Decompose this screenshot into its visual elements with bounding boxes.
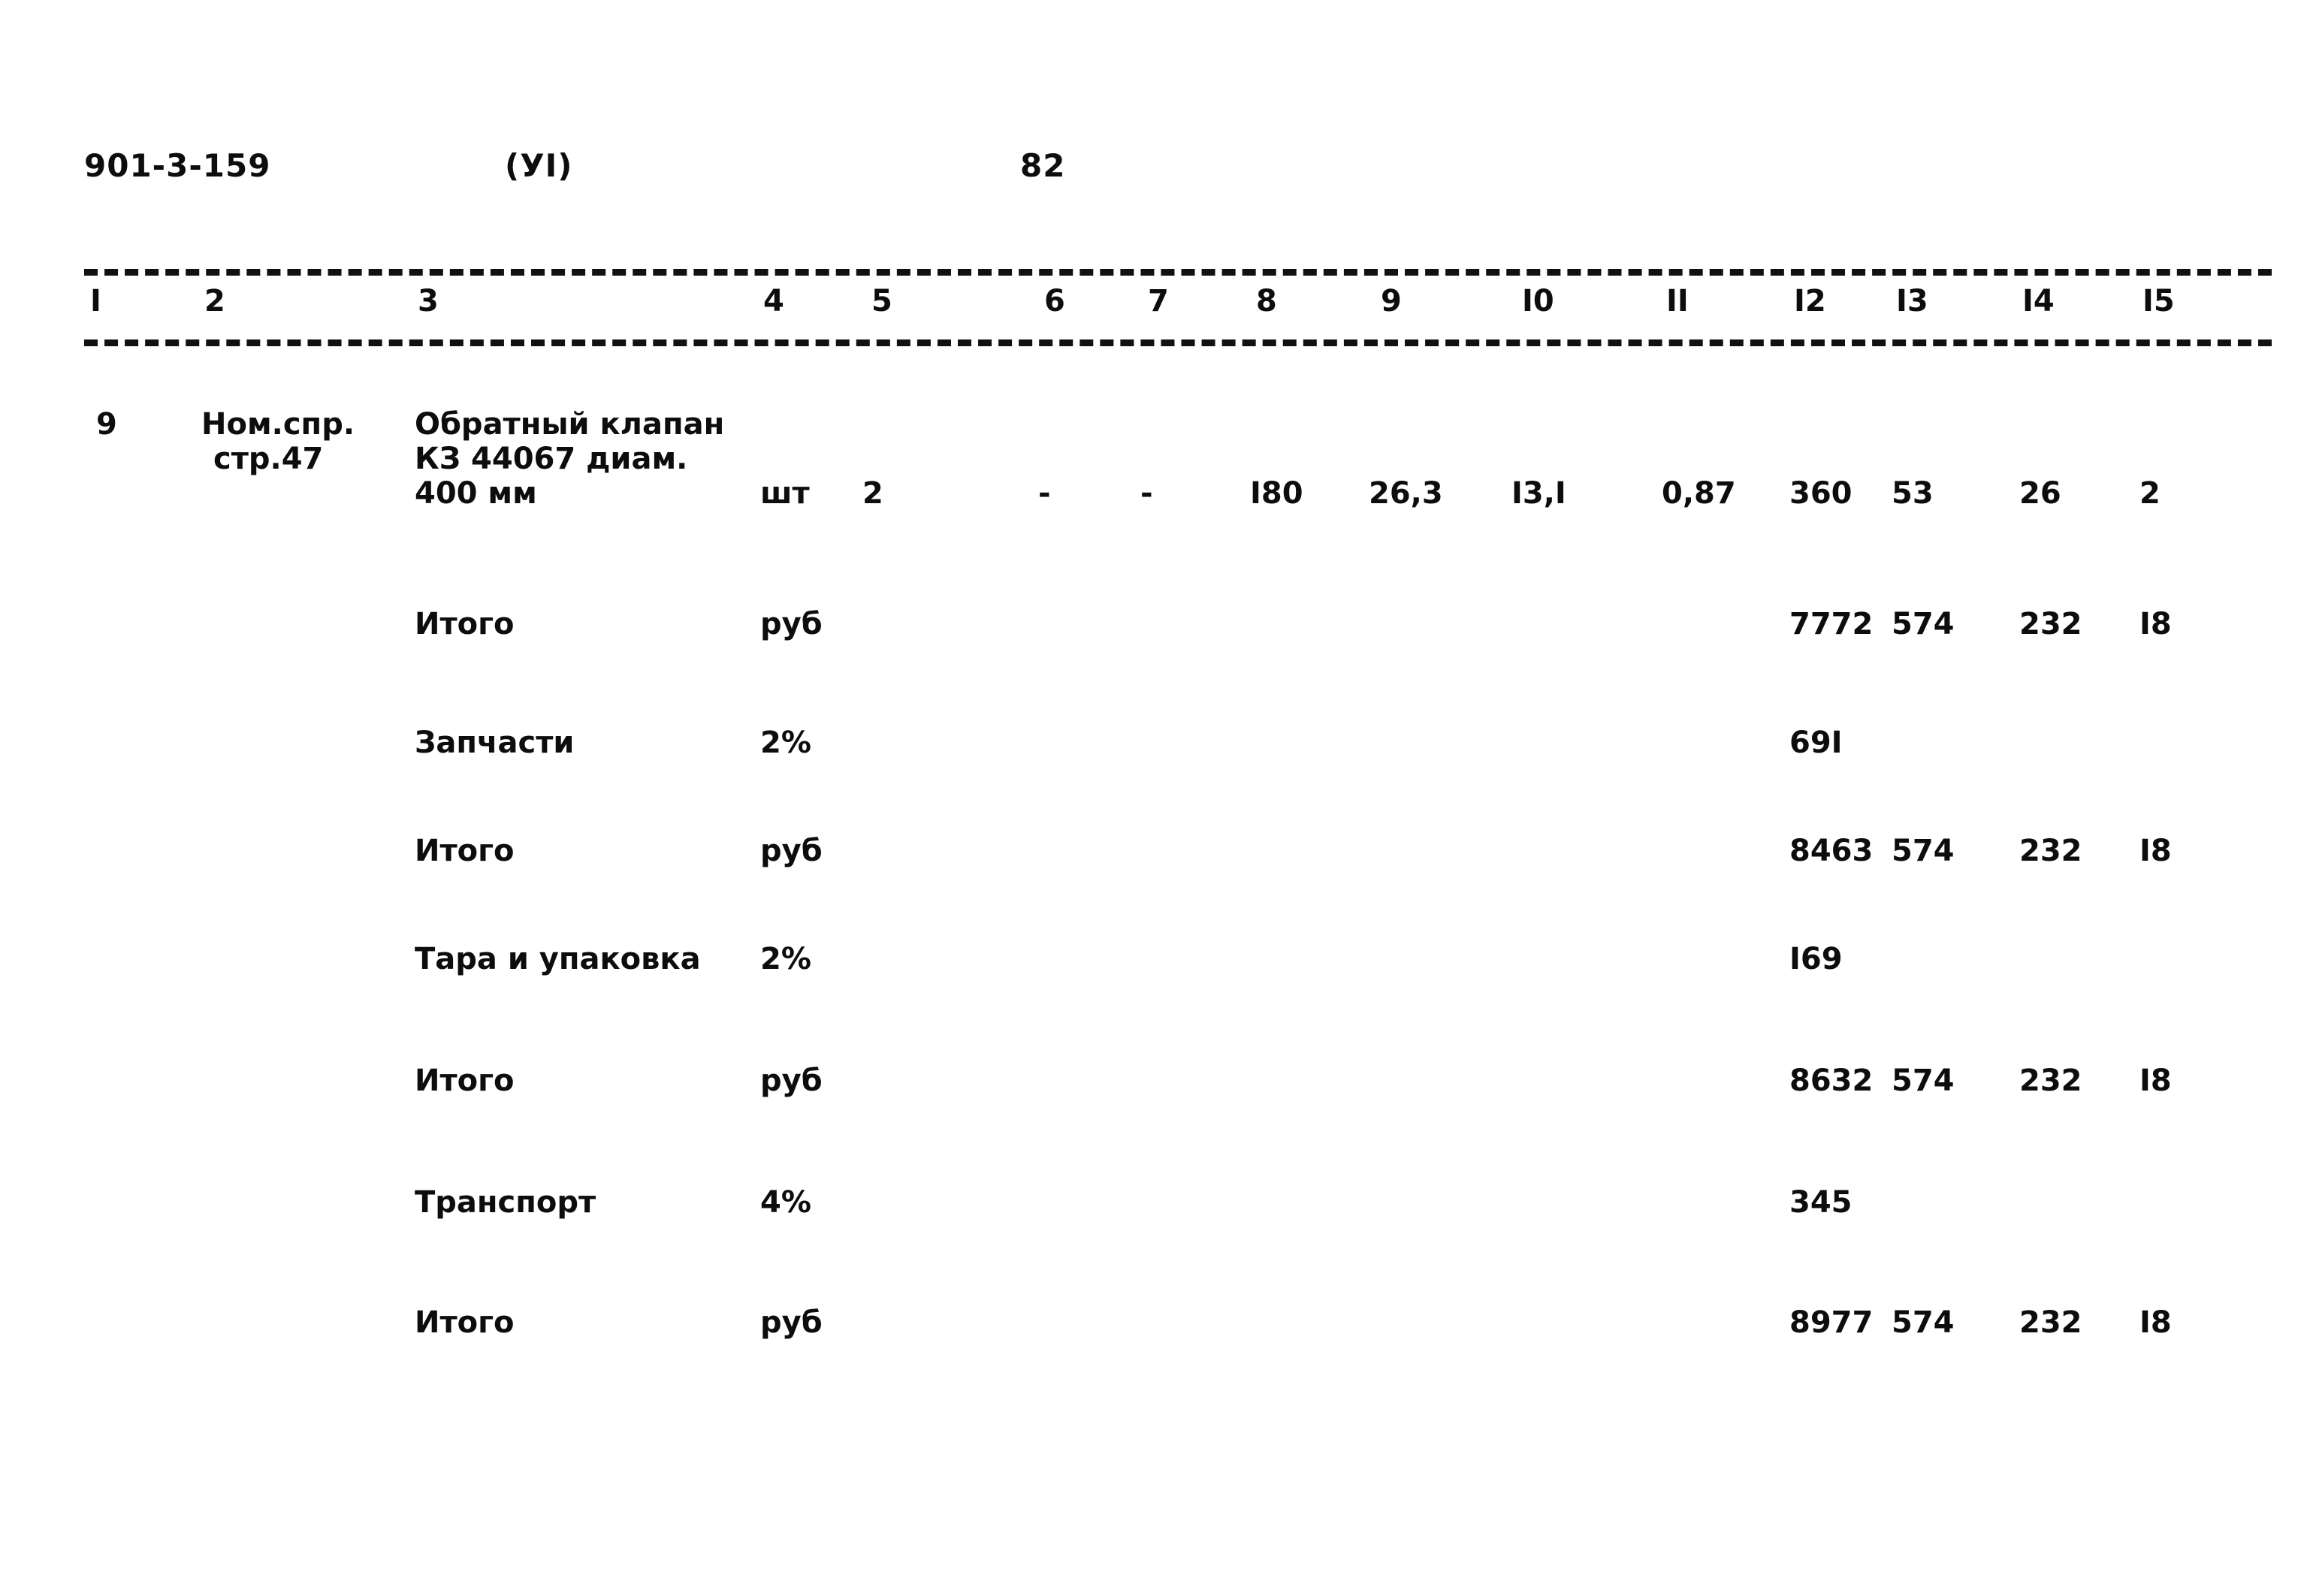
item-name-line-2: КЗ 44067 диам. [415,442,688,476]
column-number-8: 8 [1256,284,1277,318]
column-number-12: I2 [1794,284,1826,318]
summary-col-12: I69 [1789,942,1843,976]
column-number-7: 7 [1148,284,1169,318]
item-col-13: 53 [1892,476,1934,511]
column-number-5: 5 [871,284,892,318]
column-number-15: I5 [2142,284,2175,318]
item-unit: шт [760,476,810,511]
summary-label: Тара и упаковка [415,942,701,976]
item-number: 9 [96,407,117,442]
summary-label: Итого [415,834,515,868]
summary-label: Запчасти [415,726,575,760]
summary-col-13: 574 [1892,1305,1955,1340]
column-number-2: 2 [204,284,225,318]
summary-col-12: 8632 [1789,1063,1874,1098]
summary-col-14: 232 [2019,1063,2082,1098]
item-ref-line-1: Ном.спр. [201,407,355,442]
summary-unit: руб [760,1305,823,1340]
summary-col-14: 232 [2019,607,2082,641]
column-number-14: I4 [2022,284,2055,318]
summary-col-12: 8463 [1789,834,1874,868]
summary-col-15: I8 [2139,834,2172,868]
summary-col-15: I8 [2139,607,2172,641]
summary-label: Итого [415,1305,515,1340]
section-label: (УI) [505,147,573,184]
summary-col-13: 574 [1892,834,1955,868]
table-bottom-rule [84,339,2272,346]
summary-col-12: 345 [1789,1185,1853,1220]
document-code: 901-3-159 [84,147,271,184]
summary-unit: руб [760,834,823,868]
summary-unit: руб [760,607,823,641]
summary-col-14: 232 [2019,1305,2082,1340]
column-number-6: 6 [1044,284,1065,318]
summary-col-13: 574 [1892,1063,1955,1098]
column-number-row [0,284,2307,329]
summary-unit: 4% [760,1185,811,1220]
summary-col-13: 574 [1892,607,1955,641]
summary-unit: руб [760,1063,823,1098]
summary-label: Транспорт [415,1185,596,1220]
summary-col-12: 7772 [1789,607,1874,641]
column-number-3: 3 [418,284,439,318]
item-col-7: - [1140,476,1153,511]
item-ref-line-2: стр.47 [213,442,324,476]
item-col-14: 26 [2019,476,2061,511]
item-col-12: 360 [1789,476,1853,511]
item-col-15: 2 [2139,476,2161,511]
item-name-line-3: 400 мм [415,476,537,511]
column-number-9: 9 [1381,284,1402,318]
page-number: 82 [1020,147,1066,184]
item-col-8: I80 [1250,476,1303,511]
column-number-13: I3 [1896,284,1928,318]
table-top-rule [84,269,2272,276]
column-number-11: II [1666,284,1689,318]
item-name-line-1: Обратный клапан [415,407,725,442]
column-number-1: I [90,284,101,318]
column-number-10: I0 [1522,284,1554,318]
item-col-6: - [1038,476,1051,511]
summary-col-15: I8 [2139,1063,2172,1098]
column-number-4: 4 [763,284,784,318]
summary-col-12: 69I [1789,726,1843,760]
summary-unit: 2% [760,726,811,760]
summary-col-15: I8 [2139,1305,2172,1340]
summary-label: Итого [415,607,515,641]
item-col-11: 0,87 [1662,476,1736,511]
summary-unit: 2% [760,942,811,976]
summary-col-12: 8977 [1789,1305,1874,1340]
item-quantity: 2 [862,476,883,511]
summary-col-14: 232 [2019,834,2082,868]
item-col-9: 26,3 [1369,476,1443,511]
item-col-10: I3,I [1511,476,1566,511]
summary-label: Итого [415,1063,515,1098]
